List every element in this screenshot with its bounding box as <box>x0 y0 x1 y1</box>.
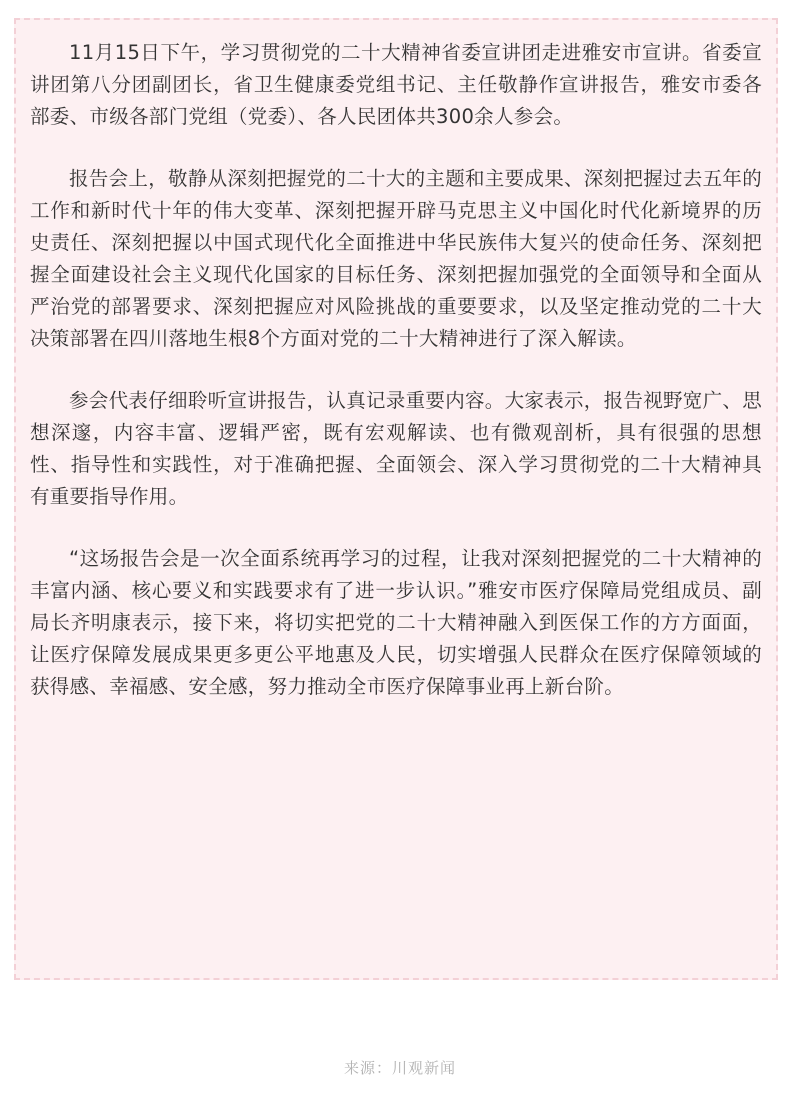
paragraph-3: 参会代表仔细聆听宣讲报告，认真记录重要内容。大家表示，报告视野宽广、思想深邃，内容丰富、逻辑严密，既有宏观解读、也有微观剖析，具有很强的思想性、指导性和实践性，对于准确把握、全面领会、深入学习贯彻党的二十大精神具有重要指导作用。 <box>30 389 763 508</box>
source-attribution: 来源：川观新闻 <box>343 1059 456 1077</box>
paragraph-2: 报告会上，敬静从深刻把握党的二十大的主题和主要成果、深刻把握过去五年的工作和新时代十年的伟大变革、深刻把握开辟马克思主义中国化时代化新境界的历史责任、深刻把握以中国式现代化全面推进中华民族伟大复兴的使命任务、深刻把握全面建设社会主义现代化国家的目标任务、深刻把握加强党的全面领导和全面从严治党的部署要求、深刻把握应对风险挑战的重要要求，以及坚定推动党的二十大决策部署在四川落地生根8个方面对党的二十大精神进行了深入解读。 <box>30 167 763 350</box>
paragraph-4: “这场报告会是一次全面系统再学习的过程，让我对深刻把握党的二十大精神的丰富内涵、核心要义和实践要求有了进一步认识。”雅安市医疗保障局党组成员、副局长齐明康表示，接下来，将切实把党的二十大精神融入到医保工作的方方面面，让医疗保障发展成果更多更公平地惠及人民，切实增强人民群众在医疗保障领域的获得感、幸福感、安全感，努力推动全市医疗保障事业再上新台阶。 <box>30 547 762 698</box>
article-content-box <box>14 18 778 980</box>
paragraph-1: 11月15日下午，学习贯彻党的二十大精神省委宣讲团走进雅安市宣讲。省委宣讲团第八分团副团长，省卫生健康委党组书记、主任敬静作宣讲报告，雅安市委各部委、市级各部门党组（党委）、各人民团体共300余人参会。 <box>30 41 762 128</box>
